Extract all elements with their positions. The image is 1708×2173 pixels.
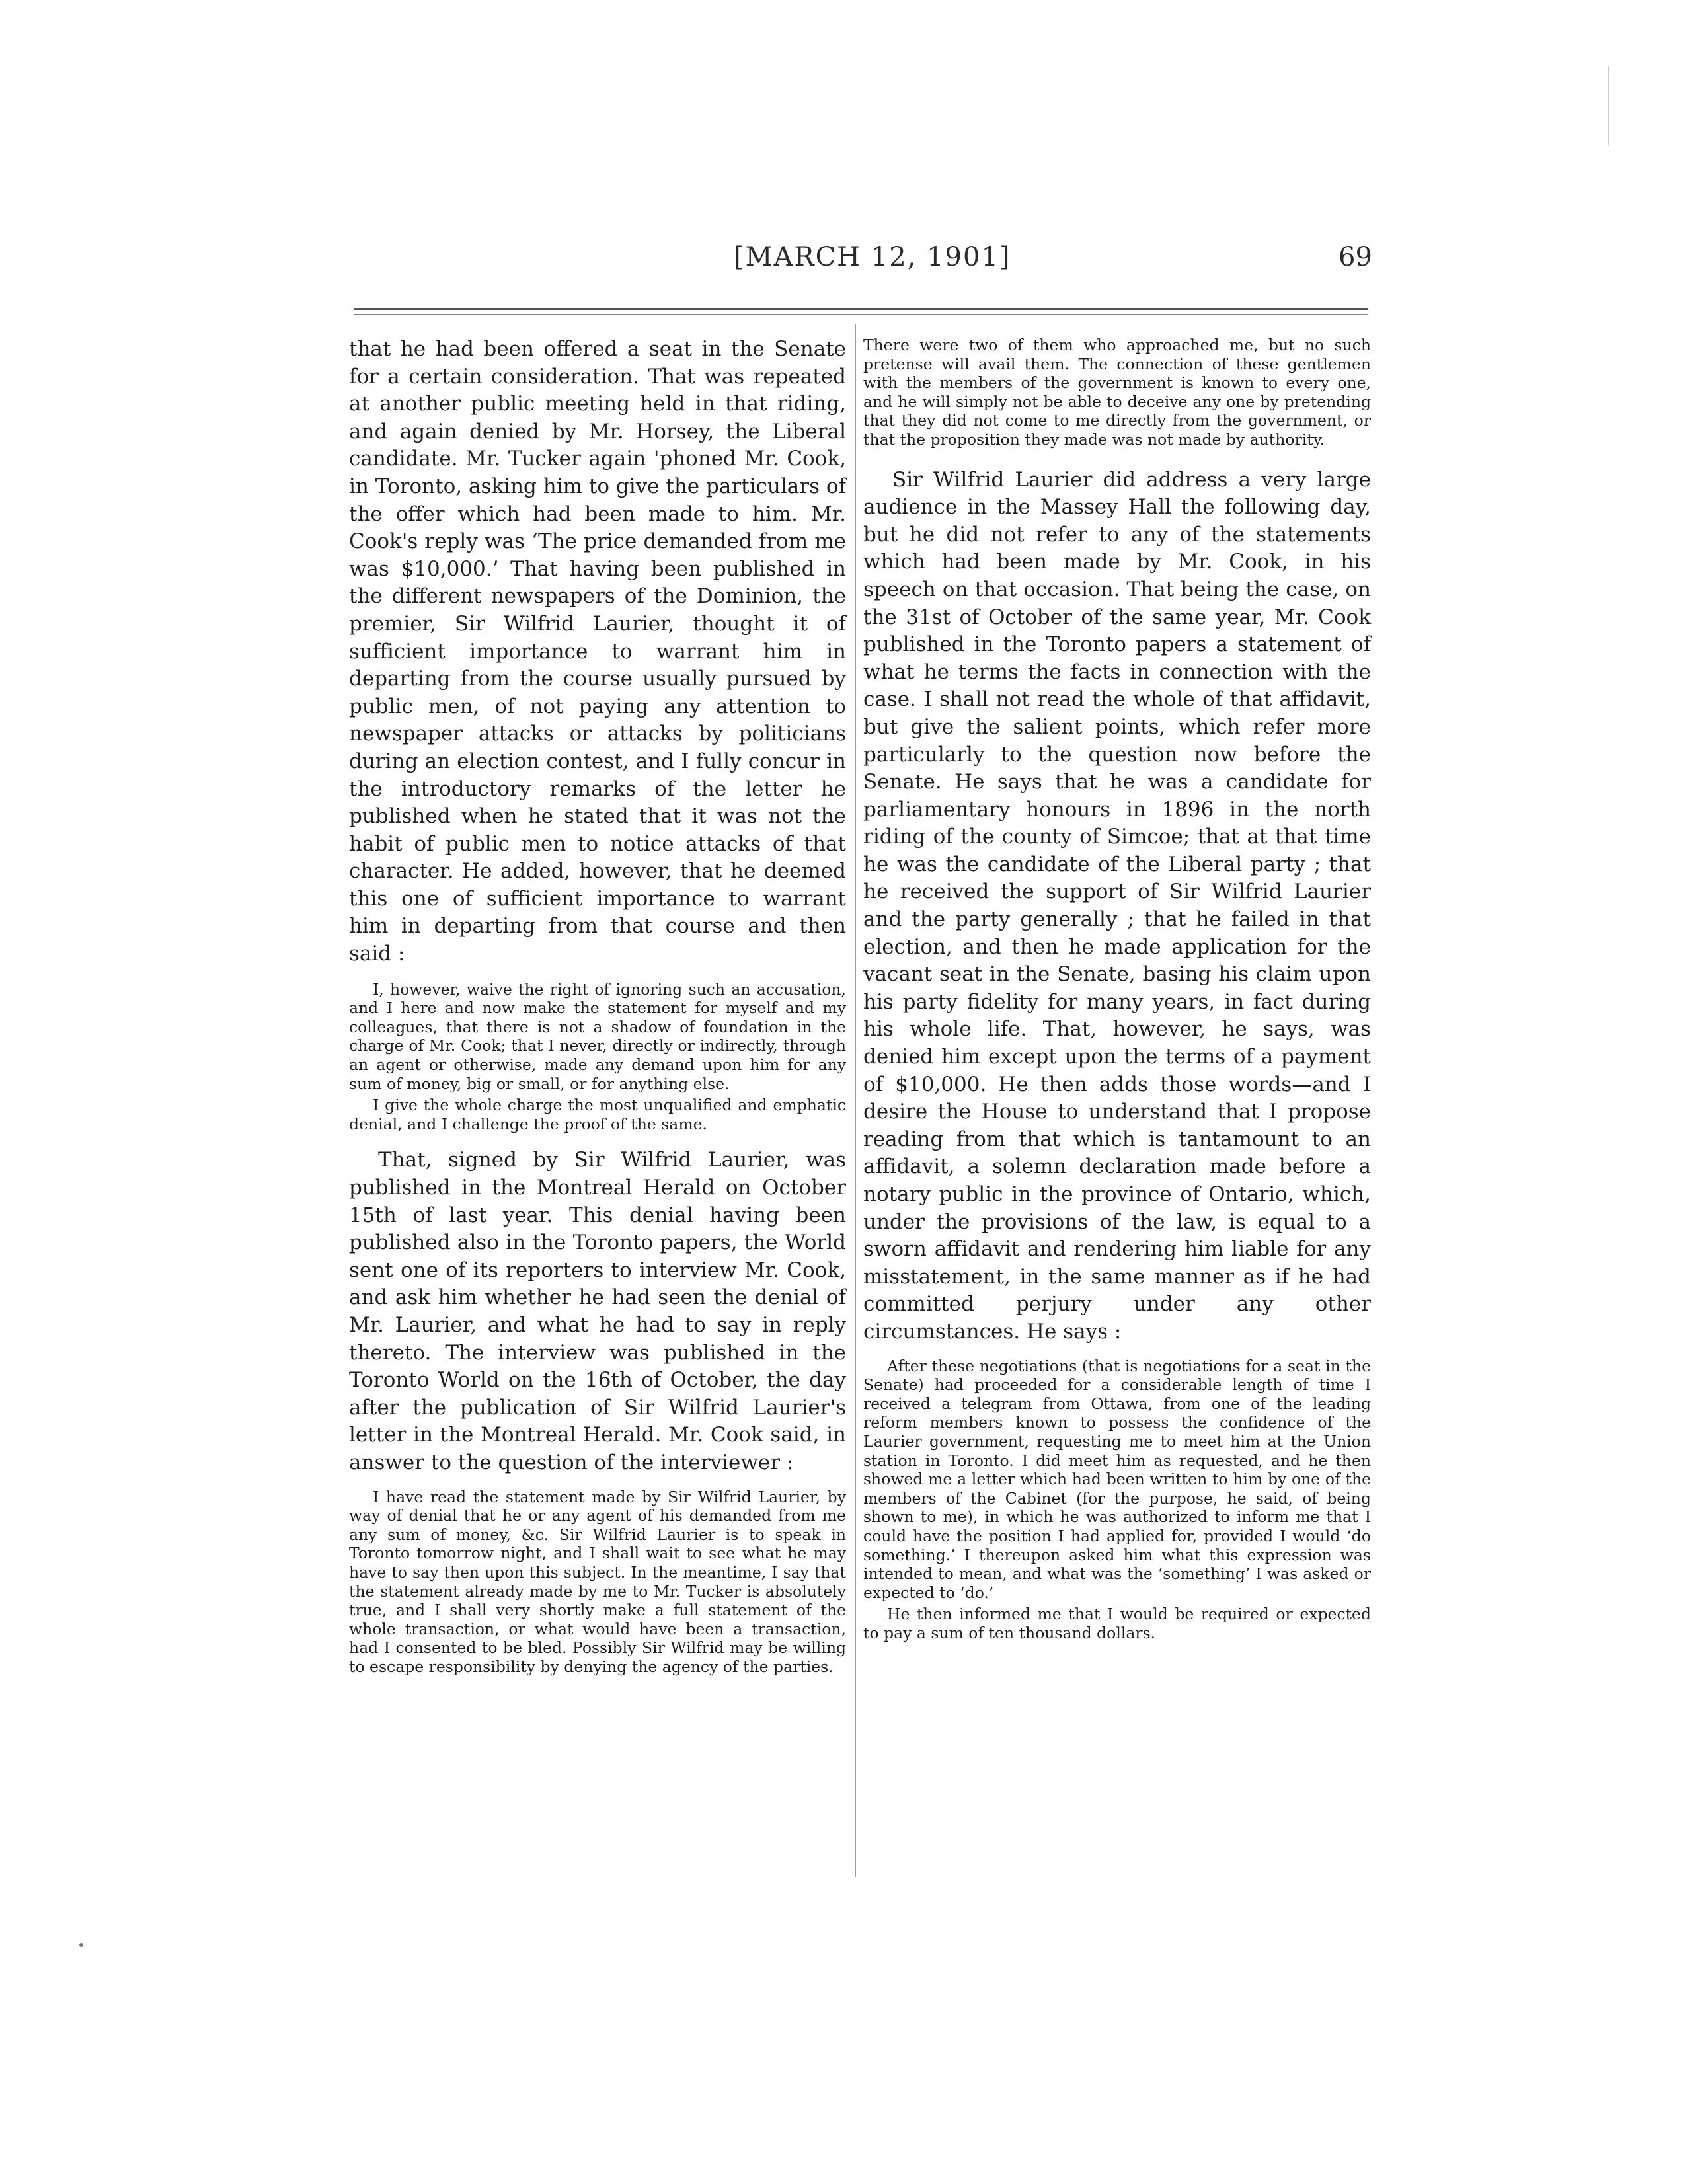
quote-paragraph: I have read the statement made by Sir Wilfrid Laurier, by way of denial that he or any agent of his demanded from me any sum of money, &c. Sir Wilfrid Laurier is to speak in Toronto tomorrow night, and I shall wait to see what he may have to say then upon this subject. In the meantime, I say that the statement already made by me to Mr. Tucker is absolutely true, and I shall very shortly make a full statement of the whole transaction, or what would have been a transaction, had I consented to be bled. Possibly Sir Wilfrid may be willing to escape responsibility by denying the agency of the parties. bbox=[349, 1487, 846, 1676]
body-paragraph: that he had been offered a seat in the Senate for a certain consideration. That was repeated at another public meeting held in that riding, and again denied by Mr. Horsey, the Liberal candidate. Mr. Tucker again 'phoned Mr. Cook, in Toronto, asking him to give the particulars of the offer which had been made to him. Mr. Cook's reply was ‘The price demanded from me was $10,000.’ That having been published in the different newspapers of the Dominion, the premier, Sir Wilfrid Laurier, thought it of sufficient importance to warrant him in departing from the course usually pursued by public men, of not paying any attention to newspaper attacks or attacks by politicians during an election contest, and I fully concur in the introductory remarks of the letter he published when he stated that it was not the habit of public men to notice attacks of that character. He added, however, that he deemed this one of sufficient importance to warrant him in departing from that course and then said : bbox=[349, 337, 846, 966]
quote-paragraph: I give the whole charge the most unqualified and emphatic denial, and I challenge the proof of the same. bbox=[349, 1096, 846, 1133]
block-quote bbox=[349, 980, 846, 1134]
right-column bbox=[863, 336, 1371, 1656]
scan-speck bbox=[79, 1943, 83, 1947]
page-number: 69 bbox=[1339, 242, 1372, 272]
scan-edge-mark bbox=[1608, 66, 1609, 145]
page-header bbox=[0, 242, 1708, 288]
header-date: [MARCH 12, 1901] bbox=[734, 242, 1011, 272]
left-column bbox=[349, 336, 846, 1689]
block-quote bbox=[349, 1488, 846, 1677]
block-quote bbox=[863, 1357, 1371, 1643]
body-paragraph: Sir Wilfrid Laurier did address a very large audience in the Massey Hall the following day, but he did not refer to any of the statements which had been made by Mr. Cook, in his speech on that occasion. That being the case, on the 31st of October of the same year, Mr. Cook published in the Toronto papers a statement of what he terms the facts in connection with the case. I shall not read the whole of that affidavit, but give the salient points, which refer more particularly to the question now before the Senate. He says that he was a candidate for parliamentary honours in 1896 in the north riding of the county of Simcoe; that at that time he was the candidate of the Liberal party ; that he received the support of Sir Wilfrid Laurier and the party generally ; that he failed in that election, and then he made application for the vacant seat in the Senate, basing his claim upon his party fidelity for many years, in fact during his whole life. That, however, he says, was denied him except upon the terms of a payment of $10,000. He then adds those words—and I desire the House to understand that I propose reading from that which is tantamount to an affidavit, a solemn declaration made before a notary public in the province of Ontario, which, under the provisions of the law, is equal to a sworn affidavit and rendering him liable for any misstatement, in the same manner as if he had committed perjury under any other circumstances. He says : bbox=[863, 467, 1371, 1344]
header-rule-thick bbox=[354, 308, 1368, 310]
quote-paragraph: He then informed me that I would be required or expected to pay a sum of ten thousand dollars. bbox=[863, 1605, 1371, 1642]
body-paragraph: That, signed by Sir Wilfrid Laurier, was published in the Montreal Herald on October 15th of last year. This denial having been published also in the Toronto papers, the World sent one of its reporters to interview Mr. Cook, and ask him whether he had seen the denial of Mr. Laurier, and what he had to say in reply thereto. The interview was published in the Toronto World on the 16th of October, the day after the publication of Sir Wilfrid Laurier's letter in the Montreal Herald. Mr. Cook said, in answer to the question of the interviewer : bbox=[349, 1148, 846, 1474]
header-rule-thin bbox=[354, 314, 1368, 315]
column-divider bbox=[855, 324, 856, 1877]
block-quote bbox=[863, 336, 1371, 449]
quote-paragraph: There were two of them who approached me, but no such pretense will avail them. The connection of these gentlemen with the members of the government is known to every one, and he will simply not be able to deceive any one by pretending that they did not come to me directly from the government, or that the proposition they made was not made by authority. bbox=[863, 336, 1371, 449]
quote-paragraph: I, however, waive the right of ignoring such an accusation, and I here and now make the statement for myself and my colleagues, that there is not a shadow of foundation in the charge of Mr. Cook; that I never, directly or indirectly, through an agent or otherwise, made any demand upon him for any sum of money, big or small, or for anything else. bbox=[349, 979, 846, 1093]
quote-paragraph: After these negotiations (that is negotiations for a seat in the Senate) had proceeded for a considerable length of time I received a telegram from Ottawa, from one of the leading reform members known to possess the confidence of the Laurier government, requesting me to meet him at the Union station in Toronto. I did meet him as requested, and he then showed me a letter which had been written to him by one of the members of the Cabinet (for the purpose, he said, of being shown to me), in which he was authorized to inform me that I could have the position I had applied for, provided I would ‘do something.’ I thereupon asked him what this expression was intended to mean, and what was the ‘something’ I was asked or expected to ‘do.’ bbox=[863, 1356, 1371, 1602]
